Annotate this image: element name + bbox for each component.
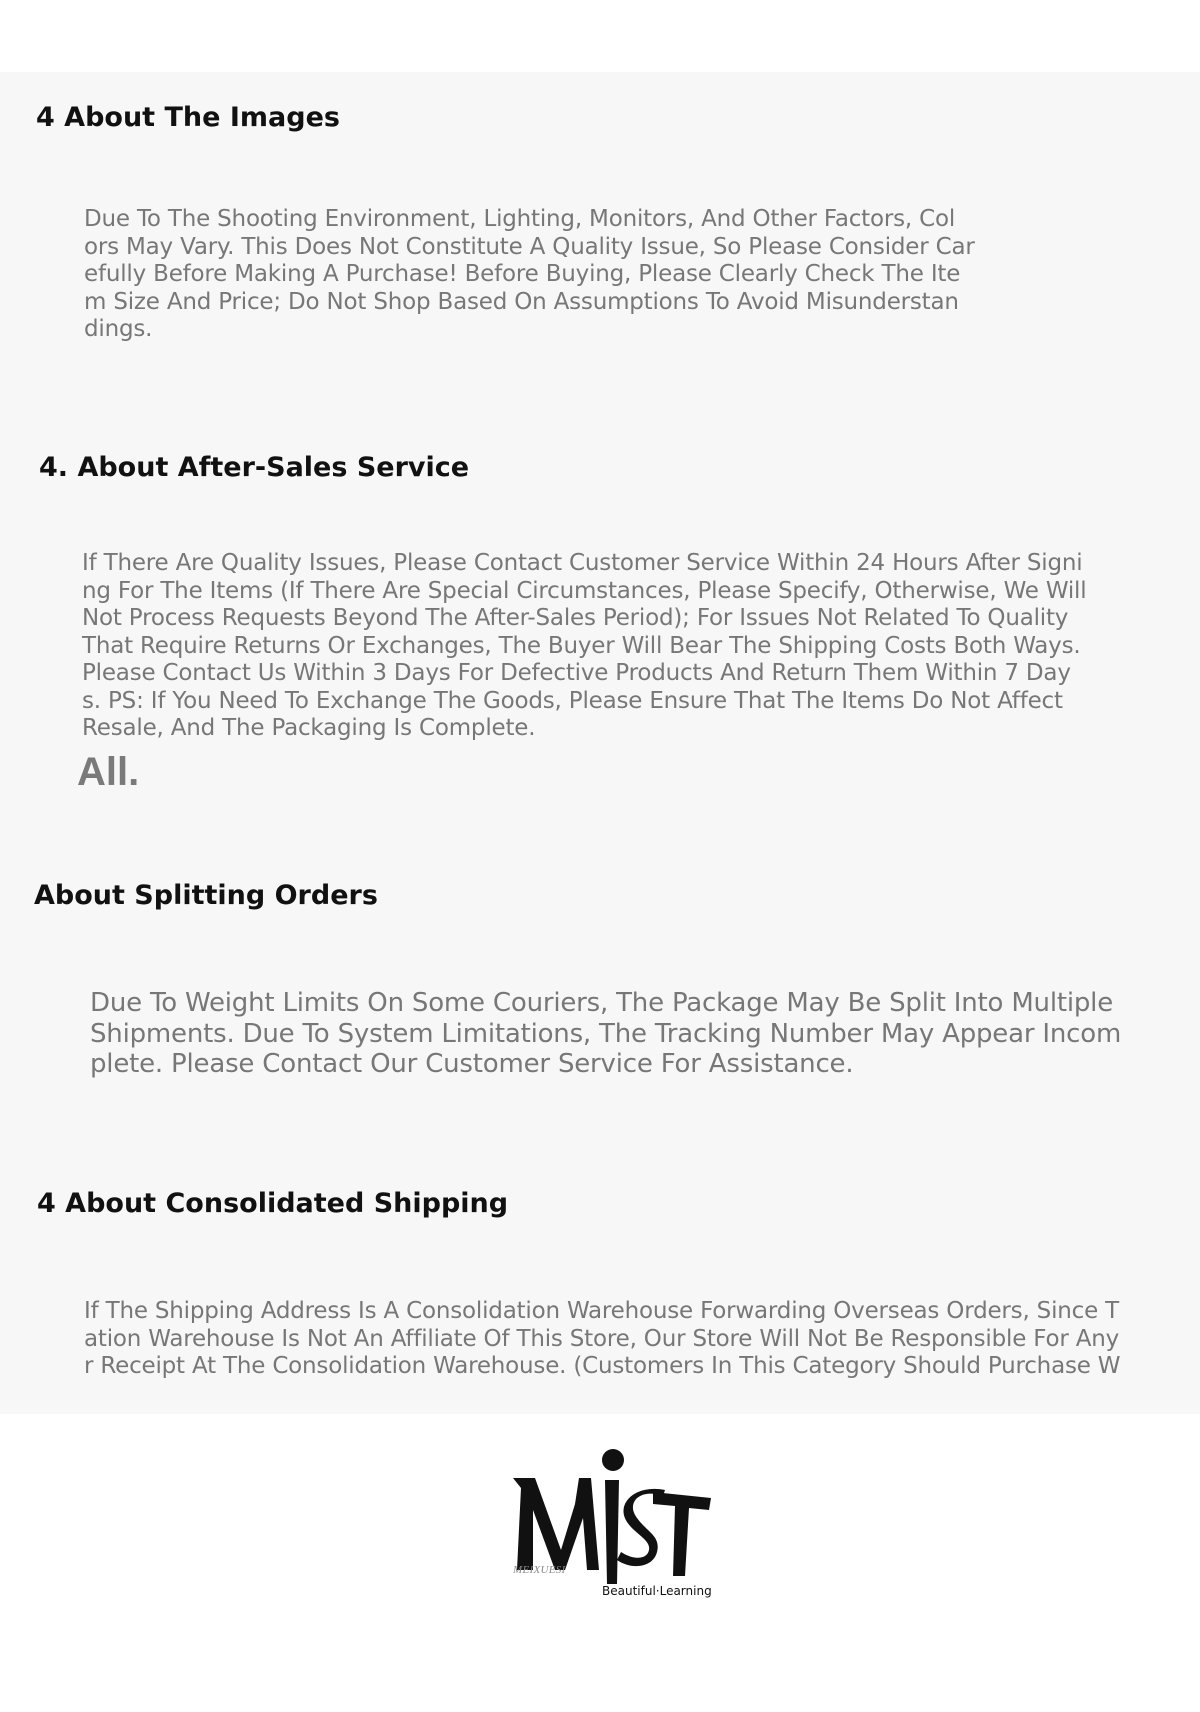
all-mark: All.: [77, 750, 140, 794]
section-body-splitting-orders: Due To Weight Limits On Some Couriers, The Package May Be Split Into Multiple Shipments. Due To System Limitations, The Tracking Number May Appear Incom plete. Please Contact Our Customer Service For Assistance.: [90, 988, 1122, 1079]
section-heading-splitting-orders: About Splitting Orders: [34, 880, 378, 911]
section-body-consolidated-shipping: If The Shipping Address Is A Consolidation Warehouse Forwarding Overseas Orders, Since T ation Warehouse Is Not An Affiliate Of This Store, Our Store Will Not Be Responsible For Any r Receipt At The Consolidation Warehouse. (Customers In This Category Should Purchase W: [84, 1298, 1121, 1379]
section-body-images: Due To The Shooting Environment, Lighting, Monitors, And Other Factors, Col ors May Vary. This Does Not Constitute A Quality Issue, So Please Consider Car efully Before Making A Purchase! Before Buying, Please Clearly Check The Ite m Size And Price; Do Not Shop Based On Assumptions To Avoid Misunderstan dings.: [84, 206, 975, 342]
logo-tagline: Beautiful·Learning: [602, 1584, 712, 1598]
section-heading-after-sales: 4. About After-Sales Service: [39, 452, 470, 483]
section-heading-images: 4 About The Images: [36, 102, 340, 133]
logo-brand-text: MEIXUESI: [513, 1564, 566, 1576]
document-panel: [0, 72, 1200, 1414]
section-heading-consolidated-shipping: 4 About Consolidated Shipping: [37, 1188, 509, 1219]
section-body-after-sales: If There Are Quality Issues, Please Contact Customer Service Within 24 Hours After Signi ng For The Items (If There Are Special Circumstances, Please Specify, Otherwise, We Will Not Process Requests Beyond The After-Sales Period); For Issues Not Related To Quality That Require Returns Or Exchanges, The Buyer Will Bear The Shipping Costs Both Ways. Please Contact Us Within 3 Days For Defective Products And Return Them Within 7 Day s. PS: If You Need To Exchange The Goods, Please Ensure That The Items Do Not Affect Resale, And The Packaging Is Complete.: [82, 550, 1087, 741]
